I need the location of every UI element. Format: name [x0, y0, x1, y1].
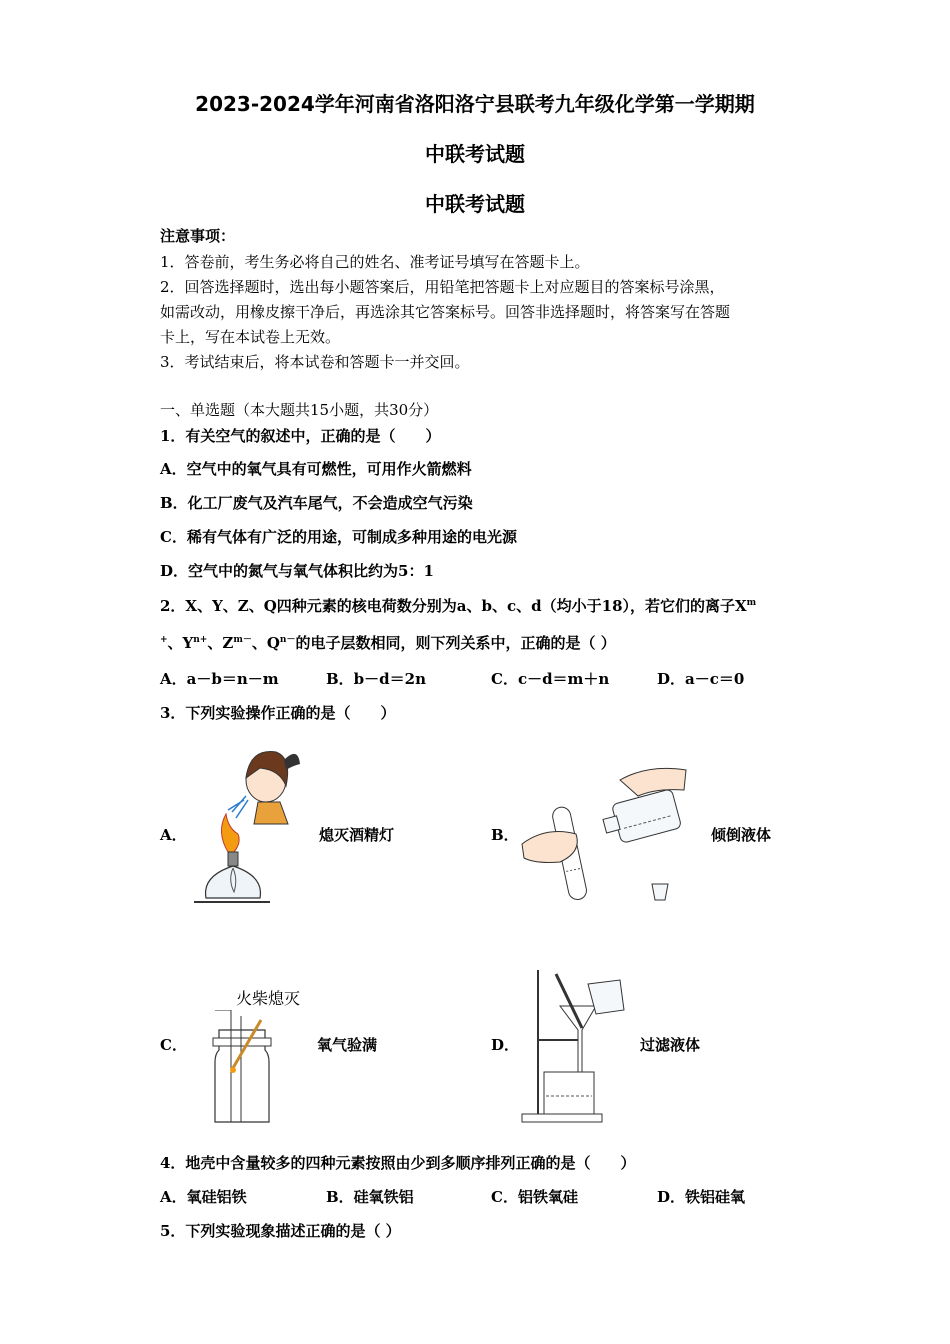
superscript: m－	[233, 635, 252, 645]
superscript: n+	[193, 635, 208, 645]
alcohol-lamp-blow-figure	[188, 740, 308, 910]
question-1-option-d: D．空气中的氮气与氧气体积比约为5：1	[160, 562, 434, 580]
question-3-option-b-caption: 倾倒液体	[711, 826, 772, 844]
question-1-option-a: A．空气中的氧气具有可燃性，可用作火箭燃料	[160, 460, 472, 478]
question-3-option-a-caption: 熄灭酒精灯	[319, 826, 395, 844]
notice-item: 2．回答选择题时，选出每小题答案后，用铅笔把答题卡上对应题目的答案标号涂黑，	[160, 278, 725, 296]
question-4-option-a: A．氧硅铝铁	[160, 1188, 247, 1206]
question-2-stem-text: 2．X、Y、Z、Q四种元素的核电荷数分别为a、b、c、d（均小于18），若它们的离子X	[160, 597, 747, 615]
question-1-option-b: B．化工厂废气及汽车尾气，不会造成空气污染	[160, 494, 473, 512]
filtration-figure	[516, 966, 636, 1128]
exam-title-line1: 2023-2024学年河南省洛阳洛宁县联考九年级化学第一学期期	[195, 92, 755, 116]
superscript: m	[746, 598, 757, 608]
question-2-option-a: A．a－b＝n－m	[160, 670, 279, 688]
question-3-option-b-letter: B．	[491, 826, 519, 844]
section-heading: 一、单选题（本大题共15小题，共30分）	[160, 401, 439, 419]
superscript: n－	[279, 635, 296, 645]
question-2-stem	[160, 596, 756, 616]
question-2-text: 、Y	[167, 634, 194, 652]
question-3-option-c-caption: 氧气验满	[317, 1036, 378, 1054]
question-1-stem: 1．有关空气的叙述中，正确的是（ ）	[160, 427, 441, 445]
question-3-option-c-note: 火柴熄灭	[236, 989, 301, 1008]
question-3-option-a-letter: A．	[160, 826, 187, 844]
question-3-option-d-caption: 过滤液体	[640, 1036, 701, 1054]
question-2-option-d: D．a－c＝0	[657, 670, 745, 688]
question-4-option-b: B．硅氧铁铝	[326, 1188, 414, 1206]
question-2-text: 的电子层数相同，则下列关系中，正确的是（ ）	[295, 634, 616, 652]
question-2-option-b: B．b－d＝2n	[326, 670, 426, 688]
question-4-stem: 4．地壳中含量较多的四种元素按照由少到多顺序排列正确的是（ ）	[160, 1154, 636, 1172]
question-3-stem: 3．下列实验操作正确的是（ ）	[160, 704, 396, 722]
question-2-stem-line2	[160, 633, 616, 653]
question-3-option-c-letter: C．	[160, 1036, 187, 1054]
question-2-text: 、Q	[251, 634, 280, 652]
notice-item: 如需改动，用橡皮擦干净后，再选涂其它答案标号。回答非选择题时，将答案写在答题	[160, 303, 731, 321]
superscript: +	[160, 635, 168, 645]
question-2-text: 、Z	[207, 634, 234, 652]
question-2-option-c: C．c－d＝m＋n	[491, 670, 610, 688]
notice-item: 3．考试结束后，将本试卷和答题卡一并交回。	[160, 353, 470, 371]
question-4-option-d: D．铁铝硅氧	[657, 1188, 746, 1206]
question-4-option-c: C．铝铁氧硅	[491, 1188, 578, 1206]
notice-heading: 注意事项：	[160, 227, 236, 245]
exam-title-line3: 中联考试题	[425, 192, 525, 216]
pouring-liquid-figure	[516, 760, 696, 910]
notice-item: 1．答卷前，考生务必将自己的姓名、准考证号填写在答题卡上。	[160, 253, 590, 271]
exam-title-line2: 中联考试题	[425, 142, 525, 166]
question-5-stem: 5．下列实验现象描述正确的是（ ）	[160, 1222, 401, 1240]
question-3-option-d-letter: D．	[491, 1036, 520, 1054]
oxygen-test-figure	[205, 1010, 285, 1128]
notice-item: 卡上，写在本试卷上无效。	[160, 328, 341, 346]
question-1-option-c: C．稀有气体有广泛的用途，可制成多种用途的电光源	[160, 528, 517, 546]
